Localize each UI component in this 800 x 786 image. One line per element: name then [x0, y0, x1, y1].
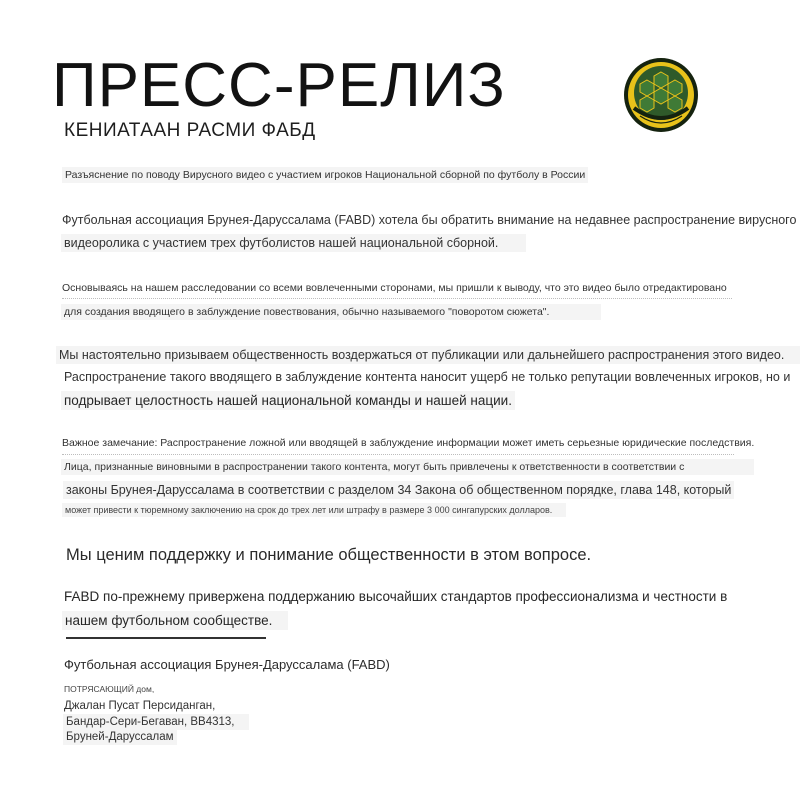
paragraph-4-line-3: законы Брунея-Даруссалама в соответствии с разделом 34 Закона об общественном порядке, глава 148, который: [63, 481, 734, 499]
page-subtitle: КЕНИАТААН РАСМИ ФАБД: [64, 120, 316, 141]
paragraph-1-line-2: видеоролика с участием трех футболистов нашей национальной сборной.: [61, 234, 526, 252]
dotted-separator: [62, 298, 732, 300]
paragraph-4-line-4: может привести к тюремному заключению на срок до трех лет или штрафу в размере 3 000 сингапурских долларов.: [62, 503, 566, 517]
paragraph-3-line-3: подрывает целостность нашей национальной команды и нашей нации.: [61, 391, 515, 410]
footer-org: Футбольная ассоциация Брунея-Даруссалама (FABD): [64, 657, 390, 672]
fabd-logo-emblem: [622, 56, 700, 134]
footer-address-line-2: Бандар-Сери-Бегаван, BB4313,: [63, 714, 249, 730]
footer-address-line-3: Бруней-Даруссалам: [63, 729, 177, 745]
subject-line: Разъяснение по поводу Вирусного видео с участием игроков Национальной сборной по футболу в России: [62, 167, 588, 183]
page-title: ПРЕСС-РЕЛИЗ: [52, 51, 506, 120]
paragraph-3-line-1: Мы настоятельно призываем общественность воздержаться от публикации или дальнейшего распространения этого видео.: [56, 346, 800, 364]
paragraph-3-line-2: Распространение такого вводящего в заблуждение контента наносит ущерб не только репутации вовлеченных игроков, но и: [64, 370, 791, 384]
paragraph-4-line-1: Важное замечание: Распространение ложной или вводящей в заблуждение информации может иметь серьезные юридические последствия.: [62, 437, 755, 449]
paragraph-2-line-2: для создания вводящего в заблуждение повествования, обычно называемого "поворотом сюжета".: [61, 304, 601, 320]
commitment-line-2: нашем футбольном сообществе.: [62, 611, 288, 630]
paragraph-1-line-1: Футбольная ассоциация Брунея-Даруссалама (FABD) хотела бы обратить внимание на недавнее распространение вирусного: [62, 213, 797, 227]
thanks-statement: Мы ценим поддержку и понимание общественности в этом вопросе.: [66, 546, 592, 564]
footer-address-line-1: Джалан Пусат Персиданган,: [64, 700, 216, 712]
paragraph-4-line-2: Лица, признанные виновными в распространении такого контента, могут быть привлечены к ответственности в соответствии с: [61, 459, 754, 475]
paragraph-2-line-1: Основываясь на нашем расследовании со всеми вовлеченными сторонами, мы пришли к выводу, что это видео было отредактировано: [62, 282, 727, 294]
signature-rule: [66, 637, 266, 639]
commitment-line-1: FABD по-прежнему привержена поддержанию высочайших стандартов профессионализма и честности в: [64, 589, 728, 604]
footer-house-label: ПОТРЯСАЮЩИЙ дом,: [64, 684, 155, 694]
dotted-separator: [62, 454, 734, 456]
